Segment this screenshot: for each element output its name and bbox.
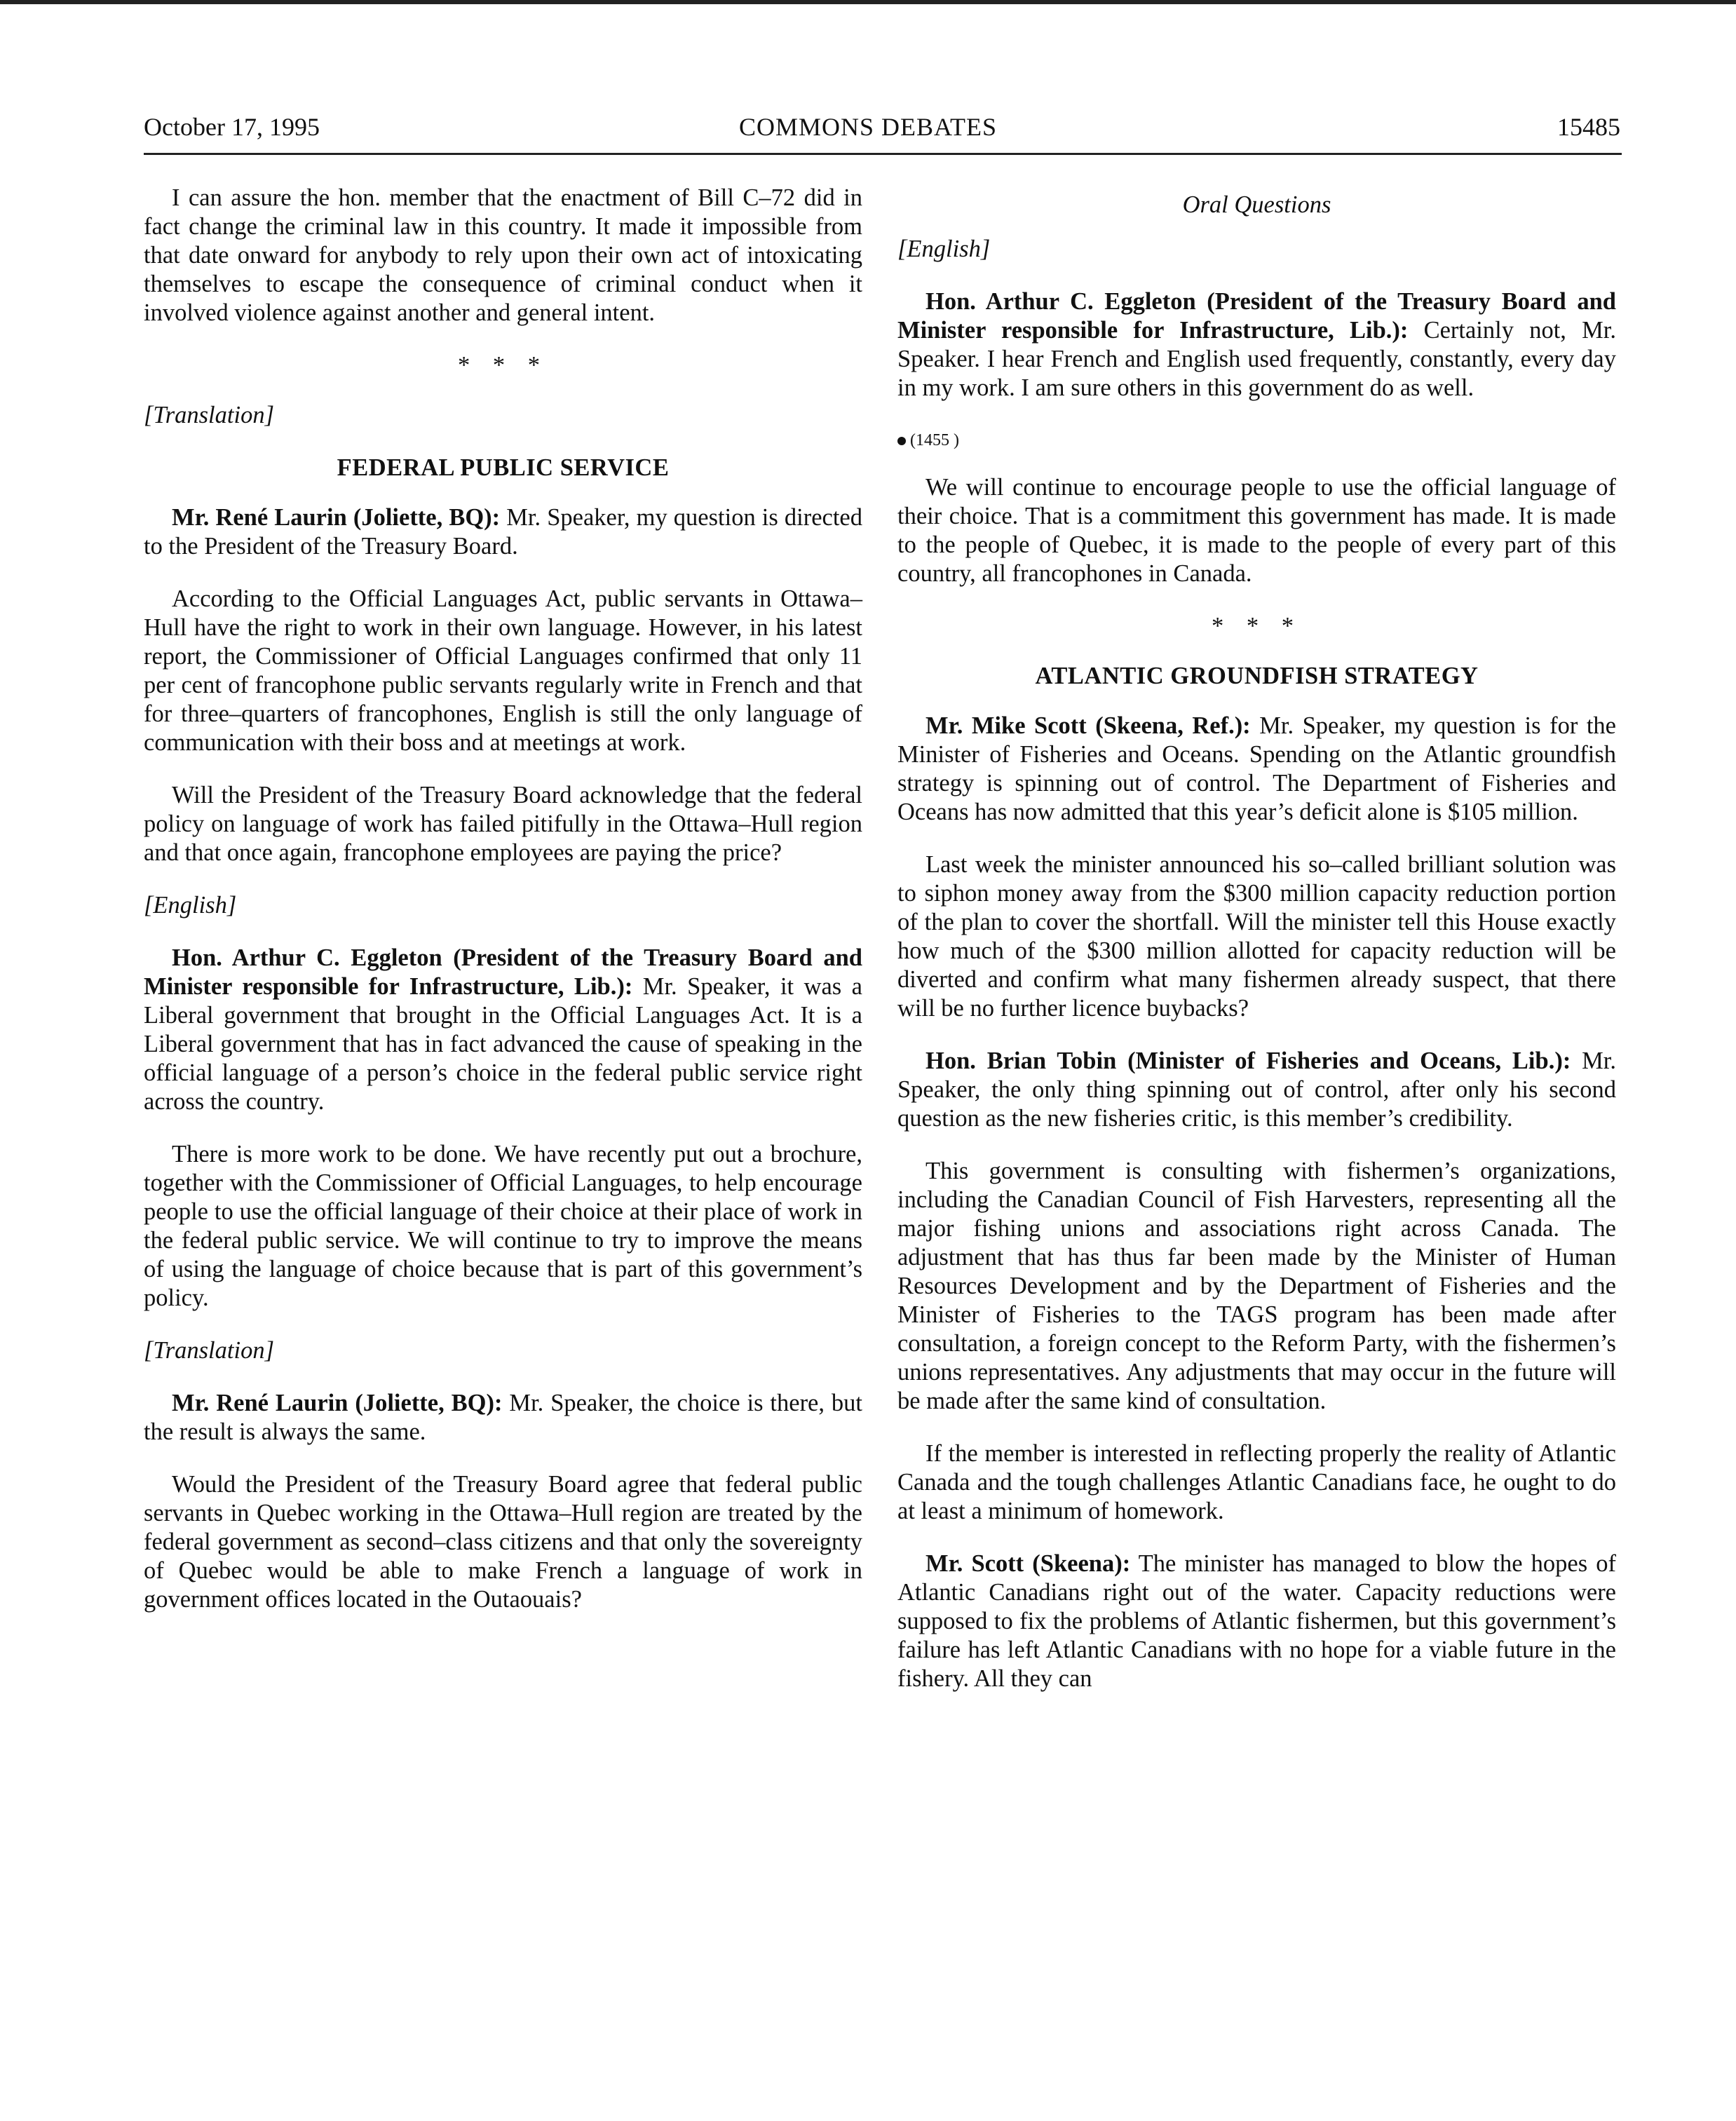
speech-text: Certainly not, Mr. Speaker. I hear French and English used frequently, constantly, every day in my work. I am sure others in this government do as well. — [897, 317, 1617, 401]
speaker-name: Hon. Brian Tobin (Minister of Fisheries and Oceans, Lib.): — [925, 1048, 1571, 1074]
paragraph: I can assure the hon. member that the enactment of Bill C–72 did in fact change the criminal law in this country. It made it impossible from that date onward for anybody to rely upon their own act of intoxicating themselves to escape the consequence of criminal conduct when it involved violence against another and general intent. — [144, 184, 862, 326]
left-column — [144, 184, 862, 1638]
speech-text: Mr. Speaker, the only thing spinning out of control, after only his second question as the new fisheries critic, is this member’s credibility. — [897, 1048, 1616, 1132]
language-note: [English] — [144, 892, 237, 919]
top-border — [0, 0, 1736, 4]
speaker-name: Mr. Mike Scott (Skeena, Ref.): — [925, 712, 1251, 739]
speaker-name: Hon. Arthur C. Eggleton (President of the Treasury Board and Minister responsible for Infrastructure, Lib.): — [144, 944, 862, 1000]
section-heading: FEDERAL PUBLIC SERVICE — [337, 454, 670, 481]
speaker-name: Mr. Scott (Skeena): — [925, 1550, 1131, 1577]
speech — [144, 944, 862, 1116]
paragraph: This government is consulting with fishermen’s organizations, including the Canadian Council of Fish Harvesters, representing all the major fishing unions and associations right across Canada. The adjustment that has thus far been made by the Minister of Human Resources Development and by the Department of Fisheries and the Minister of Fisheries to the TAGS program has been made after consultation, a foreign concept to the Reform Party, with the fishermen’s unions representatives. Any adjustments that may occur in the future will be made after the same kind of consultation. — [897, 1158, 1616, 1414]
speaker-name: Hon. Arthur C. Eggleton (President of the Treasury Board and Minister responsible for Infrastructure, Lib.): — [897, 288, 1616, 344]
paragraph: We will continue to encourage people to use the official language of their choice. That is a commitment this government has made. It is made to the people of Quebec, it is made to the people of every part of this country, all francophones in Canada. — [897, 474, 1616, 587]
timestamp-text: (1455 ) — [910, 431, 959, 449]
header-rule — [144, 153, 1622, 155]
language-note: [Translation] — [144, 1337, 274, 1364]
speech — [897, 712, 1616, 827]
timestamp — [897, 426, 1616, 455]
language-note: [English] — [897, 236, 991, 262]
paragraph: There is more work to be done. We have recently put out a brochure, together with the Commissioner of Official Languages, to help encourage people to use the official language of their choice at their place of work in the federal public service. We will continue to try to improve the means of using the language of choice because that is part of this government’s policy. — [144, 1141, 862, 1311]
header-date: October 17, 1995 — [144, 113, 320, 141]
speaker-name: Mr. René Laurin (Joliette, BQ): — [172, 504, 501, 531]
language-note: [Translation] — [144, 402, 274, 428]
speech-text: The minister has managed to blow the hopes of Atlantic Canadians right out of the water. Capacity reductions were supposed to fix the problems of Atlantic fishermen, but this government’s failure has left Atlantic Canadians with no hope for a viable future in the fishery. All they can — [897, 1550, 1616, 1692]
section-separator: * * * — [1212, 613, 1302, 639]
paragraph: Will the President of the Treasury Board acknowledge that the federal policy on language of work has failed pitifully in the Ottawa–Hull region and that once again, francophone employees are paying the price? — [144, 782, 862, 866]
speech — [144, 1389, 862, 1446]
speech — [897, 1047, 1616, 1133]
section-heading: ATLANTIC GROUNDFISH STRATEGY — [1035, 663, 1479, 689]
bullet-icon — [897, 437, 906, 445]
header-page-number: 15485 — [1557, 113, 1620, 141]
paragraph: Would the President of the Treasury Board agree that federal public servants in Quebec working in the Ottawa–Hull region are treated by the federal government as second–class citizens and that only the sovereignty of Quebec would be able to make French a language of work in government offices located in the Outaouais? — [144, 1471, 862, 1613]
section-label: Oral Questions — [1182, 191, 1331, 218]
paragraph: If the member is interested in reflecting properly the reality of Atlantic Canada and the tough challenges Atlantic Canadians face, he ought to do at least a minimum of homework. — [897, 1440, 1616, 1524]
paragraph: According to the Official Languages Act, public servants in Ottawa–Hull have the right to work in their own language. However, in his latest report, the Commissioner of Official Languages confirmed that only 11 per cent of francophone public servants regularly write in French and that for three–quarters of francophones, English is still the only language of communication with their boss and at meetings at work. — [144, 585, 862, 756]
speech-text: Mr. Speaker, my question is for the Minister of Fisheries and Oceans. Spending on the Atlantic groundfish strategy is spinning out of control. The Department of Fisheries and Oceans has now admitted that this year’s deficit alone is $105 million. — [897, 712, 1616, 825]
speech — [897, 1550, 1616, 1693]
speech — [897, 287, 1616, 402]
speech-text: Mr. Speaker, the choice is there, but the result is always the same. — [144, 1390, 862, 1445]
paragraph: Last week the minister announced his so–called brilliant solution was to siphon money away from the $300 million capacity reduction portion of the plan to cover the shortfall. Will the minister tell this House exactly how much of the $300 million allotted for capacity reduction will be diverted and confirm what many fishermen already suspect, that there will be no further licence buybacks? — [897, 851, 1616, 1022]
speech — [144, 503, 862, 561]
speech-text: Mr. Speaker, it was a Liberal government that brought in the Official Languages Act. It is a Liberal government that has in fact advanced the cause of speaking in the official language of a person’s choice in the federal public service right across the country. — [144, 973, 862, 1115]
speech-text: Mr. Speaker, my question is directed to the President of the Treasury Board. — [144, 504, 862, 560]
header-title: COMMONS DEBATES — [738, 113, 998, 141]
section-separator: * * * — [458, 352, 548, 379]
right-column — [897, 184, 1616, 1717]
speaker-name: Mr. René Laurin (Joliette, BQ): — [172, 1390, 503, 1416]
